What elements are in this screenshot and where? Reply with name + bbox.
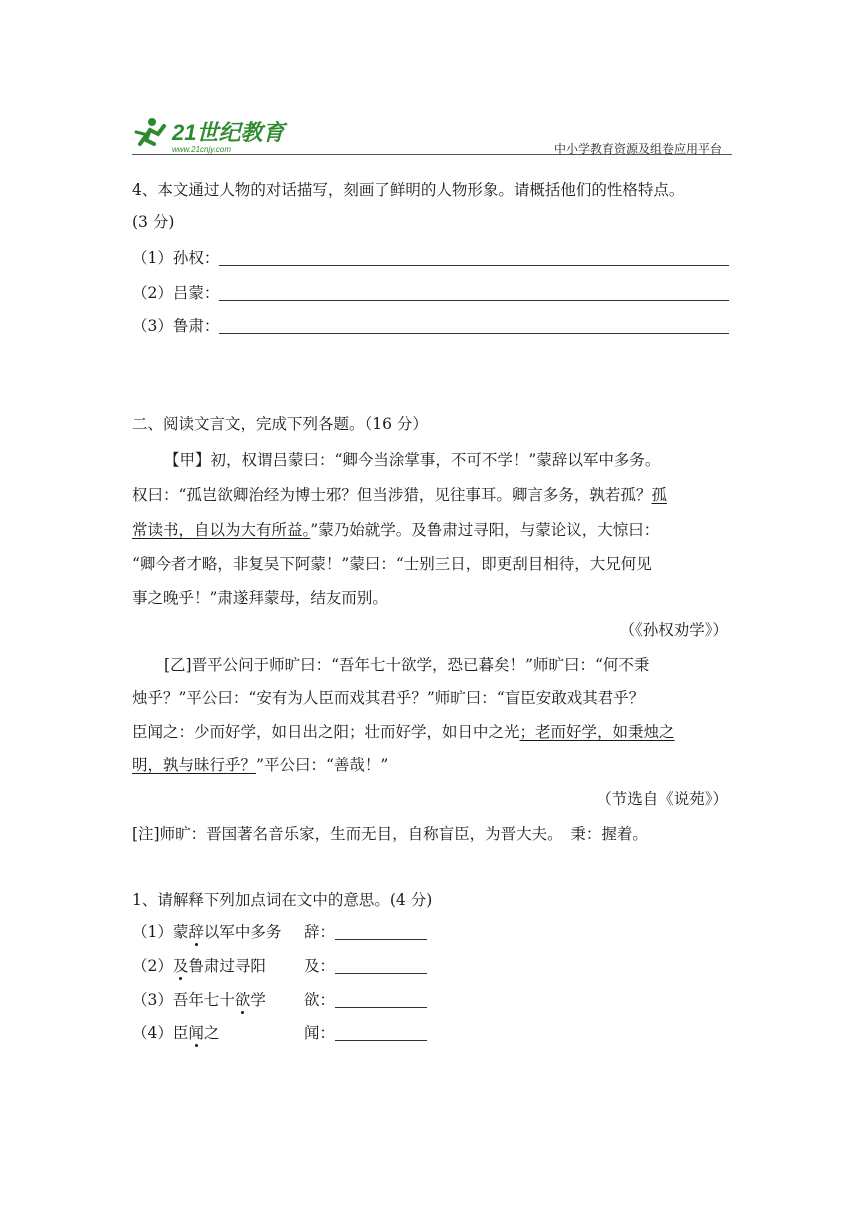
yi-line-2: 烛乎？”平公曰：“安有为人臣而戏其君乎？”师旷曰：“盲臣安敢戏其君乎？ (132, 689, 645, 707)
jia-text: ”蒙乃始就学。及鲁肃过寻阳，与蒙论议，大惊曰： (310, 521, 660, 539)
section2-title: 二、阅读文言文，完成下列各题。（16 分） (132, 415, 428, 433)
yi-underlined: 明，孰与昧行乎？ (132, 756, 257, 774)
q4-item-label: （2）吕蒙： (132, 284, 220, 302)
dotted-word: 及 (172, 957, 189, 975)
answer-blank[interactable] (335, 957, 427, 974)
q1-phrase: 之 (203, 1024, 220, 1042)
q1-item-2 (132, 956, 427, 976)
q1-num: （2） (132, 957, 173, 975)
q1-phrase: 学 (250, 991, 266, 1009)
q1-phrase: 蒙 (172, 923, 189, 941)
q4-item-label: （1）孙权： (132, 249, 220, 267)
q1-num: （4） (132, 1024, 173, 1042)
jia-line-2 (132, 485, 667, 505)
header-rule (132, 154, 732, 155)
yi-line-3 (132, 722, 675, 742)
q1-item-4 (132, 1023, 427, 1043)
jia-line-5: 事之晚乎！”肃遂拜蒙母，结友而别。 (132, 589, 388, 607)
answer-blank[interactable] (335, 923, 427, 940)
dotted-word: 闻 (188, 1024, 204, 1042)
dotted-word: 欲 (234, 991, 251, 1009)
q1-item-1 (132, 922, 427, 942)
answer-blank[interactable] (335, 1024, 427, 1041)
q1-word-label: 辞： (304, 923, 336, 941)
yi-text: 臣闻之：少而好学，如日出之阳；壮而好学，如日中之光 (132, 723, 520, 741)
annotation-note: [注]师旷：晋国著名音乐家，生而无目，自称盲臣，为晋大夫。 秉：握着。 (132, 825, 648, 843)
platform-name: 中小学教育资源及组卷应用平台 (553, 142, 722, 156)
answer-blank[interactable] (219, 249, 729, 266)
yi-source: （节选自《说苑》） (596, 790, 728, 808)
q1-phrase: 臣 (172, 1024, 189, 1042)
jia-text: 权曰：“孤岂欲卿治经为博士邪？但当涉猎，见往事耳。卿言多务，孰若孤？ (132, 486, 652, 504)
dotted-word: 辞 (188, 923, 204, 941)
q1-num: （1） (132, 923, 173, 941)
yi-text: ”平公曰：“善哉！” (256, 756, 389, 774)
yi-line-1: [乙]晋平公问于师旷曰：“吾年七十欲学，恐已暮矣！”师旷曰：“何不秉 (164, 656, 650, 674)
q1-num: （3） (132, 991, 173, 1009)
q1-item-3 (132, 990, 427, 1010)
jia-underlined: 孤 (651, 486, 667, 504)
q4-item-3 (132, 316, 729, 336)
q1-word-label: 及： (304, 957, 336, 975)
q1-word-label: 欲： (304, 991, 336, 1009)
q1-phrase: 以军中多务 (203, 923, 282, 941)
page-header (132, 114, 732, 160)
jia-line-4: “卿今者才略，非复吴下阿蒙！”蒙曰：“士别三日，即更刮目相待，大兄何见 (132, 555, 652, 573)
logo-url-text: www.21cnjy.com (172, 145, 231, 154)
jia-line-3 (132, 520, 659, 540)
jia-line-1: 【甲】初，权谓吕蒙曰：“卿今当涂掌事，不可不学！”蒙辞以军中多务。 (164, 451, 661, 469)
q1-stem: 1、请解释下列加点词在文中的意思。(4 分) (132, 891, 433, 909)
q4-item-2 (132, 283, 729, 303)
logo-21cnjy (132, 114, 302, 158)
q4-stem-line2: (3 分) (132, 213, 175, 231)
jia-source: （《孙权劝学》） (619, 621, 728, 639)
yi-line-4 (132, 755, 388, 775)
q1-phrase: 吾年七十 (172, 991, 235, 1009)
q4-item-label: （3）鲁肃： (132, 317, 220, 335)
answer-blank[interactable] (219, 284, 729, 301)
q1-phrase: 鲁肃过寻阳 (188, 957, 266, 975)
yi-underlined: ；老而好学，如秉烛之 (519, 723, 675, 741)
answer-blank[interactable] (335, 991, 427, 1008)
answer-blank[interactable] (219, 317, 729, 334)
q1-word-label: 闻： (304, 1024, 336, 1042)
q4-item-1 (132, 248, 729, 268)
q4-stem-line1: 4、本文通过人物的对话描写，刻画了鲜明的人物形象。请概括他们的性格特点。 (132, 181, 685, 199)
jia-underlined: 常读书，自以为大有所益。 (132, 521, 311, 539)
logo-main-text: 21世纪教育 (172, 120, 285, 145)
